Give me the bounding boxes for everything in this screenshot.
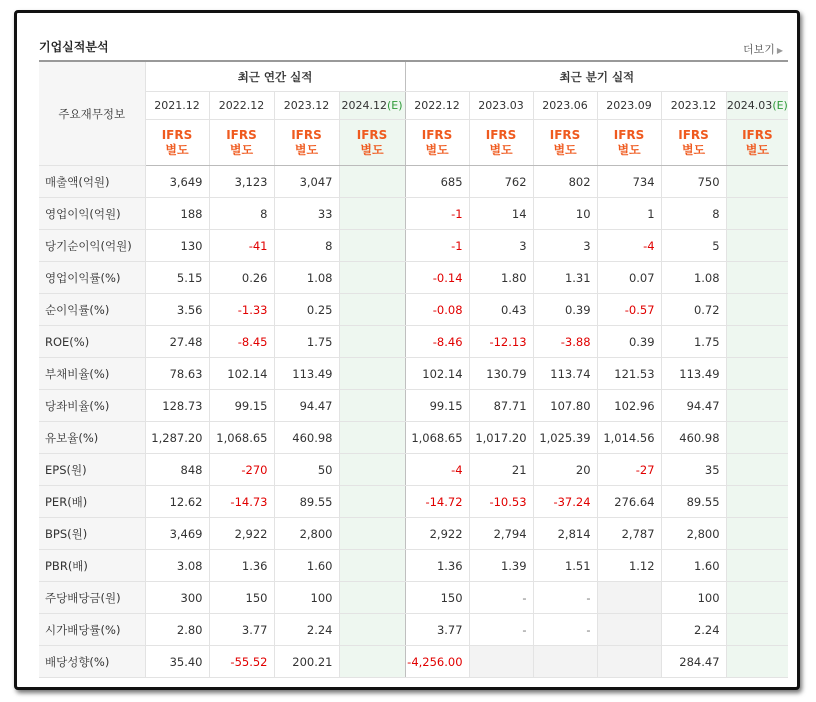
annual-value-cell [339,166,405,198]
ifrs-label: IFRS [742,127,773,142]
quarter-value-cell: -37.24 [533,486,597,518]
annual-value-cell: 100 [274,582,339,614]
quarter-value-cell: -0.08 [405,294,469,326]
quarter-value-cell: 1 [597,198,661,230]
quarter-value-cell: 460.98 [661,422,726,454]
quarter-value-cell: 1.08 [661,262,726,294]
table-row [39,422,788,454]
more-link[interactable] [743,41,783,57]
quarter-value-cell [597,614,661,646]
annual-value-cell: 113.49 [274,358,339,390]
quarter-value-cell: 2,787 [597,518,661,550]
period-date: 2024.12 [341,99,387,112]
period-header [145,92,209,120]
annual-value-cell: -55.52 [209,646,274,678]
period-header [661,92,726,120]
quarter-value-cell: 1.51 [533,550,597,582]
quarter-value-cell: 87.71 [469,390,533,422]
quarter-value-cell [726,454,788,486]
ifrs-header [661,120,726,166]
annual-value-cell: 150 [209,582,274,614]
period-header [209,92,274,120]
quarter-value-cell: -12.13 [469,326,533,358]
quarter-value-cell: 284.47 [661,646,726,678]
quarter-value-cell [533,646,597,678]
estimate-mark: (E) [772,99,788,112]
annual-value-cell: 99.15 [209,390,274,422]
annual-value-cell: 1,068.65 [209,422,274,454]
quarter-value-cell: 1.39 [469,550,533,582]
table-row [39,390,788,422]
annual-value-cell: 50 [274,454,339,486]
quarter-value-cell [726,582,788,614]
quarter-value-cell: 1,017.20 [469,422,533,454]
period-header [533,92,597,120]
quarter-value-cell: 1.31 [533,262,597,294]
annual-value-cell: -41 [209,230,274,262]
table-row [39,518,788,550]
quarter-value-cell: - [469,582,533,614]
ifrs-type: 별도 [745,142,769,157]
annual-value-cell: 94.47 [274,390,339,422]
quarter-value-cell [469,646,533,678]
annual-value-cell [339,518,405,550]
ifrs-type: 별도 [165,142,189,157]
ifrs-label: IFRS [549,127,581,142]
quarter-value-cell: 2,800 [661,518,726,550]
annual-value-cell: 1,287.20 [145,422,209,454]
quarter-value-cell: 113.49 [661,358,726,390]
quarter-value-cell: 8 [661,198,726,230]
row-label[interactable]: 매출액(억원) [39,166,145,198]
table-row [39,582,788,614]
quarter-value-cell: -4,256.00 [405,646,469,678]
period-date: 2022.12 [414,99,460,112]
quarter-value-cell: 107.80 [533,390,597,422]
row-label[interactable]: EPS(원) [39,454,145,486]
ifrs-label: IFRS [291,127,322,142]
quarter-value-cell: - [533,614,597,646]
annual-value-cell [339,486,405,518]
section-title: 기업실적분석 [39,40,109,54]
quarter-value-cell [726,422,788,454]
annual-value-cell: 3,123 [209,166,274,198]
annual-value-cell [339,390,405,422]
annual-value-cell [339,358,405,390]
quarter-value-cell: 99.15 [405,390,469,422]
quarter-value-cell: 130.79 [469,358,533,390]
period-date: 2023.09 [606,99,652,112]
annual-value-cell: 0.25 [274,294,339,326]
quarter-value-cell: 2,814 [533,518,597,550]
ifrs-header [209,120,274,166]
period-date: 2024.03 [726,99,773,112]
table-row [39,326,788,358]
row-label[interactable]: 당좌비율(%) [39,390,145,422]
quarter-value-cell: 1.60 [661,550,726,582]
quarter-value-cell [726,198,788,230]
quarter-value-cell: 121.53 [597,358,661,390]
annual-value-cell: 3.56 [145,294,209,326]
ifrs-header [145,120,209,166]
annual-value-cell [339,646,405,678]
ifrs-type: 별도 [294,142,319,157]
ifrs-label: IFRS [226,127,257,142]
quarter-value-cell: 1,014.56 [597,422,661,454]
quarter-value-cell: 1.80 [469,262,533,294]
quarter-value-cell: -14.72 [405,486,469,518]
annual-value-cell [339,294,405,326]
period-date: 2022.12 [218,99,265,112]
quarter-value-cell: 35 [661,454,726,486]
period-header [405,92,469,120]
annual-value-cell [339,230,405,262]
period-date: 2023.12 [283,99,330,112]
annual-value-cell: -270 [209,454,274,486]
annual-value-cell: 102.14 [209,358,274,390]
quarter-value-cell: 750 [661,166,726,198]
quarter-value-cell: -0.14 [405,262,469,294]
row-label[interactable]: 당기순이익(억원) [39,230,145,262]
quarter-value-cell [726,646,788,678]
quarter-value-cell: 2,794 [469,518,533,550]
period-date: 2021.12 [154,99,200,112]
quarter-value-cell [726,166,788,198]
row-label[interactable]: 영업이익률(%) [39,262,145,294]
quarter-value-cell: 89.55 [661,486,726,518]
corner-label: 주요재무정보 [58,106,126,121]
table-row [39,550,788,582]
quarter-value-cell [726,550,788,582]
quarter-value-cell: 1.36 [405,550,469,582]
quarter-value-cell [726,294,788,326]
quarter-value-cell: 1,025.39 [533,422,597,454]
annual-value-cell: 300 [145,582,209,614]
quarter-value-cell: 2.24 [661,614,726,646]
ifrs-label: IFRS [161,127,193,142]
annual-value-cell: -1.33 [209,294,274,326]
period-date: 2023.12 [670,99,717,112]
annual-value-cell: 460.98 [274,422,339,454]
table-row [39,614,788,646]
quarter-value-cell: 100 [661,582,726,614]
quarter-value-cell: 685 [405,166,469,198]
quarter-value-cell [726,358,788,390]
annual-value-cell: 200.21 [274,646,339,678]
ifrs-label: IFRS [485,127,517,142]
annual-value-cell: 2,800 [274,518,339,550]
quarter-value-cell: 150 [405,582,469,614]
table-row [39,358,788,390]
ifrs-type: 별도 [489,142,513,157]
annual-value-cell: 33 [274,198,339,230]
annual-value-cell [339,422,405,454]
quarter-value-cell: 102.14 [405,358,469,390]
row-label[interactable]: ROE(%) [39,326,145,358]
ifrs-header [339,120,405,166]
period-header [274,92,339,120]
period-date: 2023.06 [542,99,588,112]
period-header [339,92,405,120]
quarter-group-header [405,61,788,92]
annual-value-cell: 130 [145,230,209,262]
annual-value-cell: 2.24 [274,614,339,646]
ifrs-type: 별도 [553,142,577,157]
period-header [597,92,661,120]
annual-value-cell: 3,047 [274,166,339,198]
row-label[interactable]: 배당성향(%) [39,646,145,678]
annual-value-cell: 89.55 [274,486,339,518]
annual-value-cell: 78.63 [145,358,209,390]
period-date: 2023.03 [478,99,524,112]
quarter-value-cell: 3 [533,230,597,262]
annual-value-cell: -8.45 [209,326,274,358]
quarter-value-cell: 1,068.65 [405,422,469,454]
row-label[interactable]: 시가배당률(%) [39,614,145,646]
row-label[interactable]: 영업이익(억원) [39,198,145,230]
annual-group-label: 최근 연간 실적 [237,69,313,84]
table-row [39,198,788,230]
quarter-value-cell: 3 [469,230,533,262]
quarter-value-cell: 0.72 [661,294,726,326]
quarter-value-cell: -27 [597,454,661,486]
quarter-value-cell [597,582,661,614]
quarter-group-label: 최근 분기 실적 [559,69,635,84]
quarter-value-cell: 10 [533,198,597,230]
quarter-value-cell: 0.39 [533,294,597,326]
quarter-value-cell [726,614,788,646]
annual-value-cell: 3,649 [145,166,209,198]
ifrs-type: 별도 [425,142,449,157]
row-label[interactable]: PER(배) [39,486,145,518]
annual-value-cell: 12.62 [145,486,209,518]
annual-value-cell: -14.73 [209,486,274,518]
annual-value-cell: 1.36 [209,550,274,582]
quarter-value-cell: 5 [661,230,726,262]
ifrs-header [274,120,339,166]
quarter-value-cell [726,518,788,550]
estimate-mark: (E) [387,99,403,112]
annual-value-cell: 0.26 [209,262,274,294]
quarter-value-cell [726,486,788,518]
quarter-value-cell: 0.07 [597,262,661,294]
annual-group-header [145,61,405,92]
more-link-label: 더보기 [742,43,775,56]
quarter-value-cell [726,230,788,262]
annual-value-cell: 2.80 [145,614,209,646]
annual-value-cell: 128.73 [145,390,209,422]
annual-value-cell: 2,922 [209,518,274,550]
row-label[interactable]: 유보율(%) [39,422,145,454]
ifrs-label: IFRS [613,127,645,142]
quarter-value-cell: 102.96 [597,390,661,422]
annual-value-cell: 8 [274,230,339,262]
quarter-value-cell: -3.88 [533,326,597,358]
annual-value-cell: 3.08 [145,550,209,582]
table-row [39,230,788,262]
quarter-value-cell: - [533,582,597,614]
quarter-value-cell: 1.75 [661,326,726,358]
quarter-value-cell [726,390,788,422]
quarter-value-cell: -1 [405,230,469,262]
quarter-value-cell: 0.39 [597,326,661,358]
quarter-value-cell: 0.43 [469,294,533,326]
ifrs-type: 별도 [617,142,641,157]
row-label[interactable]: 주당배당금(원) [39,582,145,614]
quarter-value-cell: 21 [469,454,533,486]
quarter-value-cell: -10.53 [469,486,533,518]
annual-value-cell: 35.40 [145,646,209,678]
quarter-value-cell: 14 [469,198,533,230]
quarter-value-cell: 3.77 [405,614,469,646]
annual-value-cell: 1.08 [274,262,339,294]
annual-value-cell: 5.15 [145,262,209,294]
ifrs-label: IFRS [421,127,453,142]
annual-value-cell: 848 [145,454,209,486]
annual-value-cell: 1.75 [274,326,339,358]
ifrs-label: IFRS [678,127,709,142]
ifrs-type: 별도 [229,142,254,157]
ifrs-header [597,120,661,166]
annual-value-cell: 1.60 [274,550,339,582]
quarter-value-cell: 113.74 [533,358,597,390]
table-row [39,166,788,198]
ifrs-header [469,120,533,166]
annual-value-cell: 3,469 [145,518,209,550]
financial-summary-panel [14,10,800,690]
period-header [469,92,533,120]
quarter-value-cell: 1.12 [597,550,661,582]
ifrs-header [726,120,788,166]
row-label[interactable]: 순이익률(%) [39,294,145,326]
annual-value-cell: 8 [209,198,274,230]
row-label[interactable]: BPS(원) [39,518,145,550]
annual-value-cell: 188 [145,198,209,230]
ifrs-header [405,120,469,166]
quarter-value-cell: 94.47 [661,390,726,422]
quarter-value-cell: 802 [533,166,597,198]
quarter-value-cell: -0.57 [597,294,661,326]
annual-value-cell [339,454,405,486]
ifrs-header [533,120,597,166]
annual-value-cell: 3.77 [209,614,274,646]
chevron-right-icon: ▶ [776,46,783,55]
quarter-value-cell: - [469,614,533,646]
quarter-value-cell: 20 [533,454,597,486]
period-header [726,92,788,120]
table-row [39,454,788,486]
quarter-value-cell: -4 [405,454,469,486]
annual-value-cell [339,326,405,358]
quarter-value-cell [726,326,788,358]
annual-value-cell [339,262,405,294]
quarter-value-cell [597,646,661,678]
table-row [39,294,788,326]
annual-value-cell [339,582,405,614]
row-label[interactable]: PBR(배) [39,550,145,582]
quarter-value-cell: 2,922 [405,518,469,550]
annual-value-cell [339,198,405,230]
quarter-value-cell: -4 [597,230,661,262]
header-corner [39,61,145,166]
quarter-value-cell: -1 [405,198,469,230]
row-label[interactable]: 부채비율(%) [39,358,145,390]
annual-value-cell: 27.48 [145,326,209,358]
quarter-value-cell: 276.64 [597,486,661,518]
annual-value-cell [339,550,405,582]
ifrs-label: IFRS [356,127,388,142]
table-row [39,486,788,518]
quarter-value-cell: 762 [469,166,533,198]
financial-table [39,60,788,678]
table-row [39,646,788,678]
table-row [39,262,788,294]
ifrs-type: 별도 [681,142,706,157]
annual-value-cell [339,614,405,646]
quarter-value-cell: 734 [597,166,661,198]
quarter-value-cell: -8.46 [405,326,469,358]
quarter-value-cell [726,262,788,294]
ifrs-type: 별도 [360,142,384,157]
